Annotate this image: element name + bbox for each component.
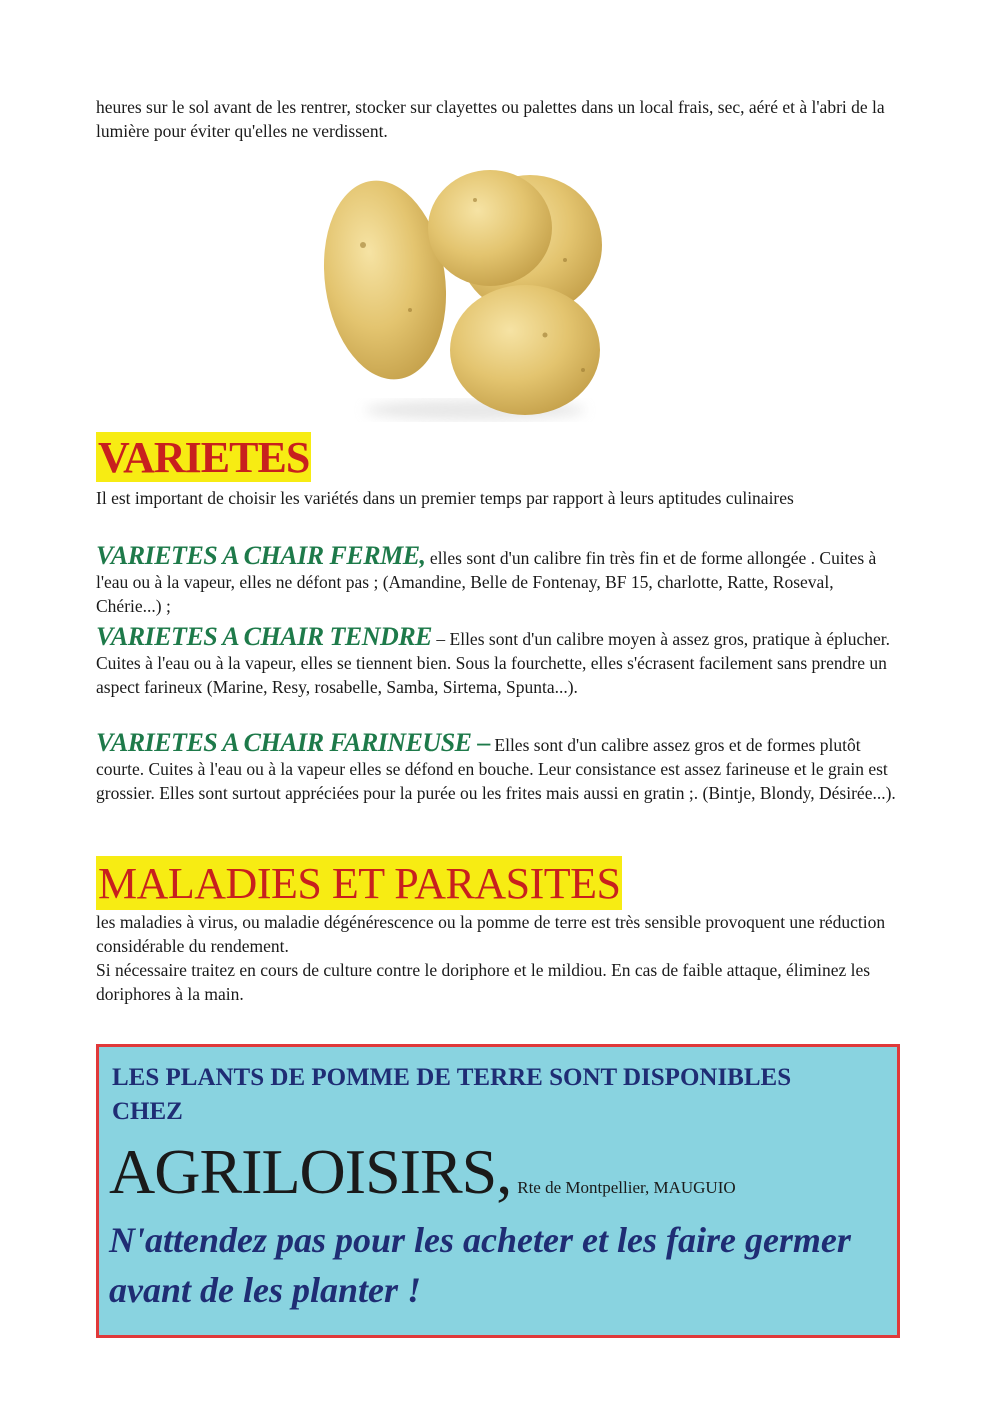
variety-title: VARIETES A CHAIR TENDRE — [96, 622, 433, 651]
variety-text: Elles sont d'un calibre assez gros et de formes plutôt courte. Cuites à l'eau ou à la vapeur elles se défond en bouche. Leur consistance est assez farineuse et le grain est grossier. Elles sont surtout appréciées pour la purée ou les frites mais aussi en gratin ;. (Bintje, Blondy, Désirée...). — [96, 735, 896, 803]
variety-text: – Elles sont d'un calibre moyen à assez gros, pratique à éplucher. Cuites à l'eau ou à la vapeur, elles se tiennent bien. Sous la fourchette, elles s'écrasent facilement sans prendre un aspect farineux (Marine, Resy, rosabelle, Samba, Sirtema, Spunta...). — [96, 629, 891, 697]
variety-title: VARIETES A CHAIR FERME, — [96, 541, 426, 570]
brand-name: AGRILOISIRS, — [109, 1136, 512, 1207]
variety-title: VARIETES A CHAIR FARINEUSE – — [96, 728, 491, 757]
promo-call-to-action: N'attendez pas pour les acheter et les faire germer avant de les planter ! — [109, 1220, 851, 1310]
variety-text: elles sont d'un calibre fin très fin et de forme allongée . Cuites à l'eau ou à la vapeur, elles ne défont pas ; (Amandine, Belle de Fontenay, BF 15, charlotte, Ratte, Roseval, Chérie...) ; — [96, 548, 877, 616]
promo-box — [96, 1044, 900, 1338]
variety-section-tendre — [96, 622, 896, 699]
promo-heading: LES PLANTS DE POMME DE TERRE SONT DISPONIBLES CHEZ — [112, 1064, 792, 1125]
variety-section-ferme — [96, 541, 896, 618]
maladies-paragraph — [96, 910, 916, 1006]
brand-address: Rte de Montpellier, MAUGUIO — [517, 1178, 736, 1197]
variety-section-farineuse — [96, 728, 896, 805]
varietes-heading: VARIETES — [98, 433, 310, 482]
maladies-line-1: les maladies à virus, ou maladie dégénérescence ou la pomme de terre est très sensible provoquent une réduction considérable du rendement. — [96, 912, 886, 956]
potatoes-image — [315, 160, 615, 425]
promo-brand-line — [109, 1135, 736, 1209]
maladies-line-2: Si nécessaire traitez en cours de culture contre le doriphore et le mildiou. En cas de faible attaque, éliminez les doriphores à la main. — [96, 960, 871, 1004]
potatoes-icon — [315, 160, 615, 425]
intro-paragraph: heures sur le sol avant de les rentrer, stocker sur clayettes ou palettes dans un local frais, sec, aéré et à l'abri de la lumière pour éviter qu'elles ne verdissent. — [96, 97, 885, 141]
varietes-lead: Il est important de choisir les variétés dans un premier temps par rapport à leurs aptitudes culinaires — [96, 488, 794, 508]
maladies-heading: MALADIES ET PARASITES — [96, 856, 622, 910]
